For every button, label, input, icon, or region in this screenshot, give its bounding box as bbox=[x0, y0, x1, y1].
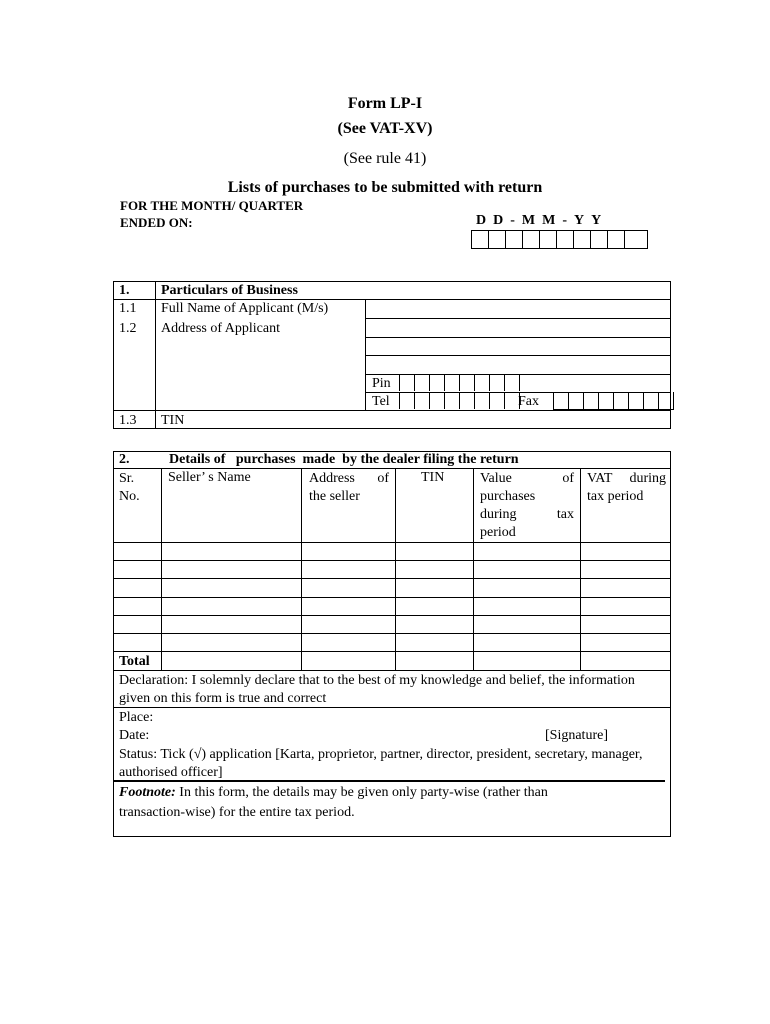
date-format-char: - bbox=[562, 213, 568, 228]
purchases-table bbox=[113, 451, 671, 837]
section2-title: Details of purchases made by the dealer filing the return bbox=[169, 452, 519, 467]
row-number: 1.2 bbox=[119, 321, 137, 336]
section1-title: Particulars of Business bbox=[161, 283, 298, 298]
pin-label: Pin bbox=[372, 376, 391, 391]
date-box[interactable] bbox=[506, 231, 523, 248]
date-box[interactable] bbox=[557, 231, 574, 248]
date-format-char: - bbox=[510, 213, 515, 228]
total-label: Total bbox=[119, 654, 150, 669]
date-format-char: D bbox=[493, 213, 504, 228]
declaration-text: Declaration: I solemnly declare that to the best of my knowledge and belief, the information given on this form is true and correct bbox=[119, 673, 635, 706]
footnote bbox=[119, 783, 609, 823]
date-format-char: D bbox=[476, 213, 487, 228]
signature-label: [Signature] bbox=[545, 728, 608, 743]
applicant-address-label: Address of Applicant bbox=[161, 321, 280, 336]
form-heading: Lists of purchases to be submitted with return bbox=[227, 179, 543, 196]
date-format-char: M bbox=[542, 213, 556, 228]
business-particulars-table bbox=[113, 281, 671, 429]
date-format-char: Y bbox=[591, 213, 602, 228]
applicant-name-label: Full Name of Applicant (M/s) bbox=[161, 301, 329, 316]
date-entry-boxes[interactable] bbox=[471, 230, 648, 249]
form-title: Form LP-I bbox=[347, 95, 423, 112]
date-box[interactable] bbox=[574, 231, 591, 248]
col-header-vat: VAT during tax period bbox=[587, 471, 666, 504]
date-box[interactable] bbox=[540, 231, 557, 248]
tel-boxes[interactable] bbox=[399, 392, 520, 409]
section2-number: 2. bbox=[119, 452, 130, 467]
date-box[interactable] bbox=[608, 231, 625, 248]
footnote-label: Footnote: bbox=[119, 785, 176, 800]
period-label-line1: FOR THE MONTH/ QUARTER bbox=[120, 198, 304, 213]
fax-boxes[interactable] bbox=[553, 392, 674, 410]
col-header-tin: TIN bbox=[421, 470, 445, 485]
fax-label: Fax bbox=[518, 394, 539, 409]
col-header-seller-address: Address of the seller bbox=[309, 471, 389, 504]
date-box[interactable] bbox=[591, 231, 608, 248]
rule-reference: (See rule 41) bbox=[343, 150, 427, 167]
status-text: Status: Tick (√) application [Karta, proprietor, partner, director, president, secretary, manager, authorised officer] bbox=[119, 747, 643, 780]
date-box[interactable] bbox=[523, 231, 540, 248]
date-format-char: M bbox=[521, 213, 536, 228]
section1-number: 1. bbox=[119, 283, 130, 298]
date-box[interactable] bbox=[489, 231, 506, 248]
date-label: Date: bbox=[119, 728, 150, 743]
date-format-char: Y bbox=[574, 213, 585, 228]
form-subtitle: (See VAT-XV) bbox=[337, 120, 433, 137]
tin-label: TIN bbox=[161, 413, 185, 428]
date-box[interactable] bbox=[472, 231, 489, 248]
col-header-value-of-purchases: Value of purchases during tax period bbox=[480, 471, 574, 540]
footnote-text: In this form, the details may be given only party-wise (rather than transaction-wise) for the entire tax period. bbox=[119, 785, 548, 820]
pin-boxes[interactable] bbox=[399, 374, 520, 391]
date-box[interactable] bbox=[625, 231, 647, 248]
date-format-label bbox=[476, 213, 656, 229]
tel-label: Tel bbox=[372, 394, 390, 409]
row-number: 1.1 bbox=[119, 301, 137, 316]
col-header-seller-name: Seller’ s Name bbox=[168, 470, 251, 485]
place-label: Place: bbox=[119, 710, 154, 725]
row-number: 1.3 bbox=[119, 413, 137, 428]
period-label-line2: ENDED ON: bbox=[120, 215, 193, 230]
col-header-sr-no: Sr. No. bbox=[119, 471, 140, 504]
